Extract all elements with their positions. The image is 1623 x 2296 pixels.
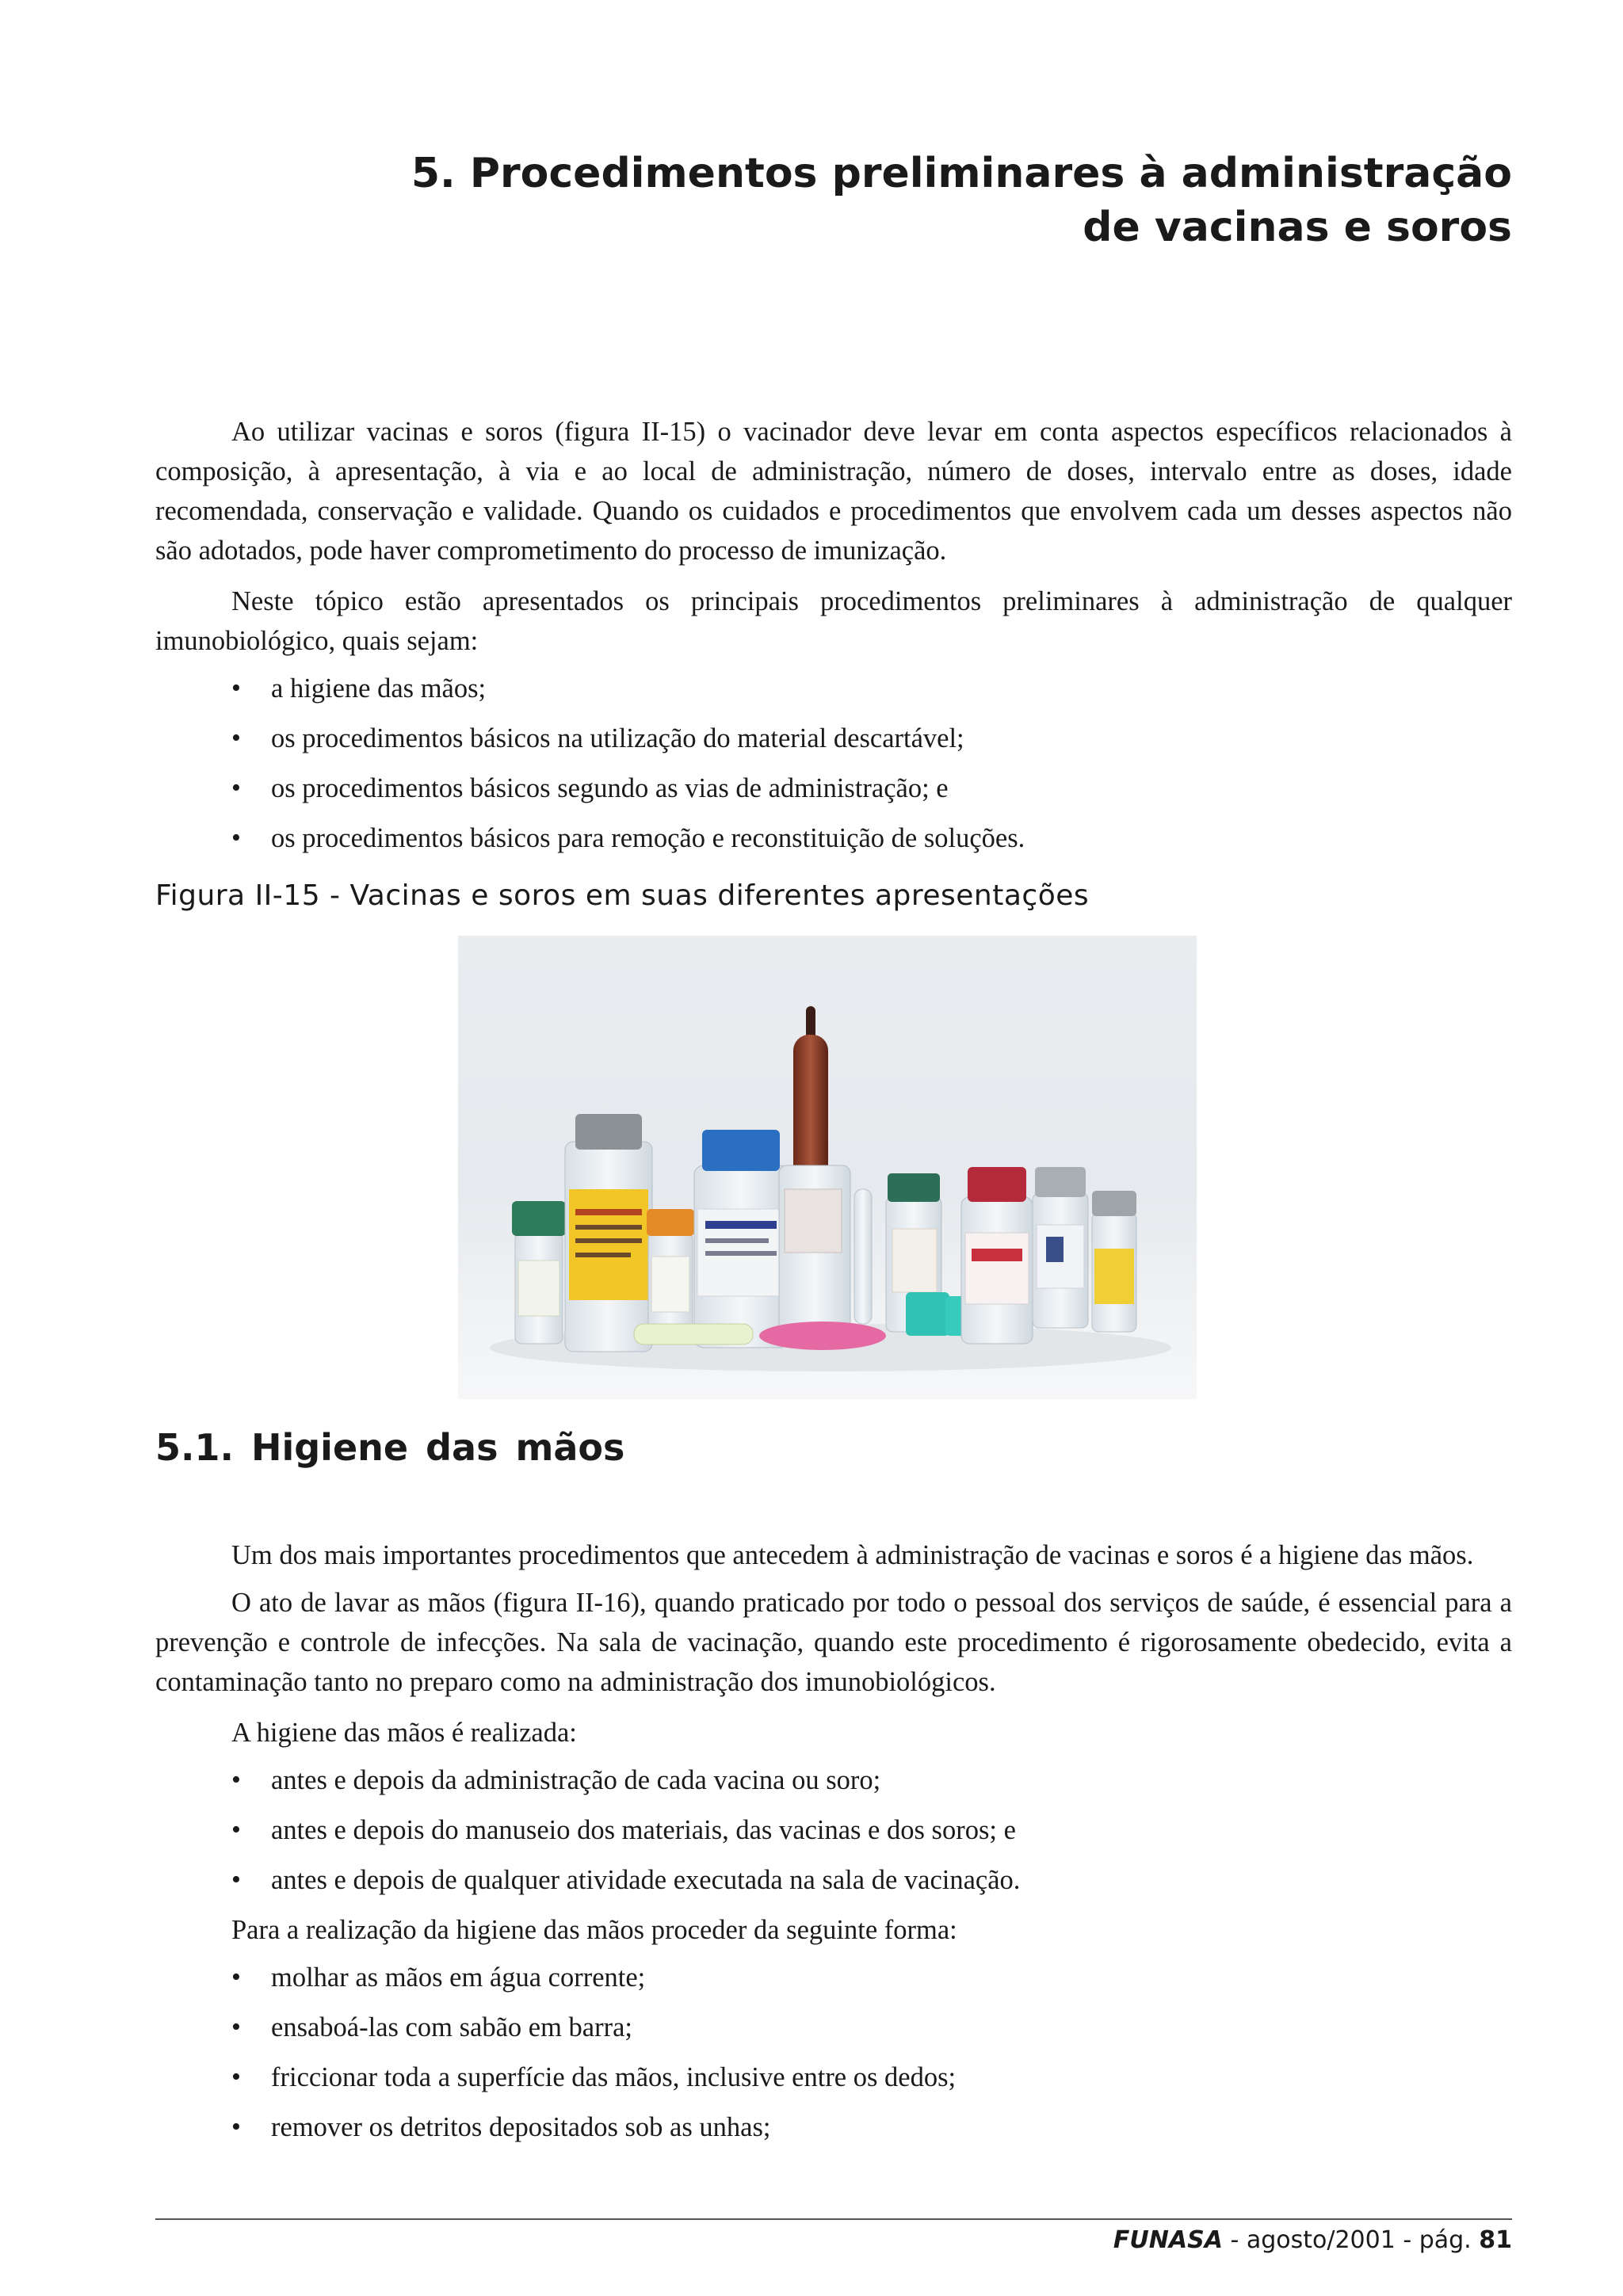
hand-hygiene-section [155, 1535, 1512, 2157]
bullet-icon: • [231, 673, 241, 703]
figure-caption: Figura II-15 - Vacinas e soros em suas diferentes apresentações [155, 879, 1090, 912]
bullet-icon: • [231, 1765, 241, 1794]
intro-bullet-list [155, 669, 1512, 858]
footer-date: - agosto/2001 - pág. [1222, 2226, 1480, 2254]
hygiene-moments-list [155, 1760, 1512, 1900]
page-title [317, 147, 1512, 254]
section-title: 5.1. Higiene das mãos [155, 1426, 625, 1469]
list-item: • ensaboá-las com sabão em barra; [155, 2008, 1512, 2047]
bullet-icon: • [231, 1865, 241, 1894]
list-item: • remover os detritos depositados sob as unhas; [155, 2107, 1512, 2147]
bullet-icon: • [231, 1962, 241, 1992]
list-item: • os procedimentos básicos para remoção e reconstituição de soluções. [155, 818, 1512, 858]
list-item: • os procedimentos básicos segundo as vias de administração; e [155, 769, 1512, 808]
page-title-line-1: 5. Procedimentos preliminares à administração [411, 150, 1512, 197]
intro-paragraph-2: Neste tópico estão apresentados os principais procedimentos preliminares à administração de qualquer imunobiológico, quais sejam: [155, 586, 1512, 656]
footer-brand: FUNASA [1113, 2226, 1223, 2254]
bullet-icon: • [231, 773, 241, 803]
vaccine-photo [458, 936, 1197, 1399]
vaccine-vials-illustration [458, 936, 1197, 1399]
hygiene-steps-list [155, 1958, 1512, 2147]
footer-divider [155, 2218, 1512, 2220]
bullet-icon: • [231, 1815, 241, 1844]
intro-paragraph-1: Ao utilizar vacinas e soros (figura II-15) o vacinador deve levar em conta aspectos específicos relacionados à composição, à apresentação, à via e ao local de administração, número de doses, intervalo entre as doses, idade recomendada, conservação e validade. Quando os cuidados e procedimentos que envolvem cada um desses aspectos não são adotados, pode haver comprometimento do processo de imunização. [155, 417, 1512, 566]
intro-section [155, 412, 1512, 868]
list-item: • molhar as mãos em água corrente; [155, 1958, 1512, 1997]
page-number: 81 [1479, 2226, 1512, 2254]
section-paragraph-2: O ato de lavar as mãos (figura II-16), quando praticado por todo o pessoal dos serviços de saúde, é essencial para a prevenção e controle de infecções. Na sala de vacinação, quando este procedimento é rigorosamente obedecido, evita a contaminação tanto no preparo como na administração dos imunobiológicos. [155, 1588, 1512, 1697]
bullet-icon: • [231, 2112, 241, 2142]
list-item: • a higiene das mãos; [155, 669, 1512, 708]
bullet-icon: • [231, 2012, 241, 2042]
list-item: • antes e depois do manuseio dos materiais, das vacinas e dos soros; e [155, 1810, 1512, 1850]
list-item: • friccionar toda a superfície das mãos, inclusive entre os dedos; [155, 2058, 1512, 2097]
list-item: • os procedimentos básicos na utilização do material descartável; [155, 719, 1512, 758]
section-paragraph-4: Para a realização da higiene das mãos proceder da seguinte forma: [231, 1915, 957, 1945]
page-footer [1113, 2226, 1512, 2254]
bullet-icon: • [231, 2062, 241, 2092]
page-title-line-2: de vacinas e soros [1083, 204, 1512, 251]
list-item: • antes e depois da administração de cada vacina ou soro; [155, 1760, 1512, 1800]
list-item: • antes e depois de qualquer atividade executada na sala de vacinação. [155, 1860, 1512, 1900]
section-paragraph-3: A higiene das mãos é realizada: [231, 1718, 577, 1748]
bullet-icon: • [231, 823, 241, 852]
bullet-icon: • [231, 723, 241, 753]
section-paragraph-1: Um dos mais importantes procedimentos que antecedem à administração de vacinas e soros é a higiene das mãos. [231, 1540, 1474, 1570]
